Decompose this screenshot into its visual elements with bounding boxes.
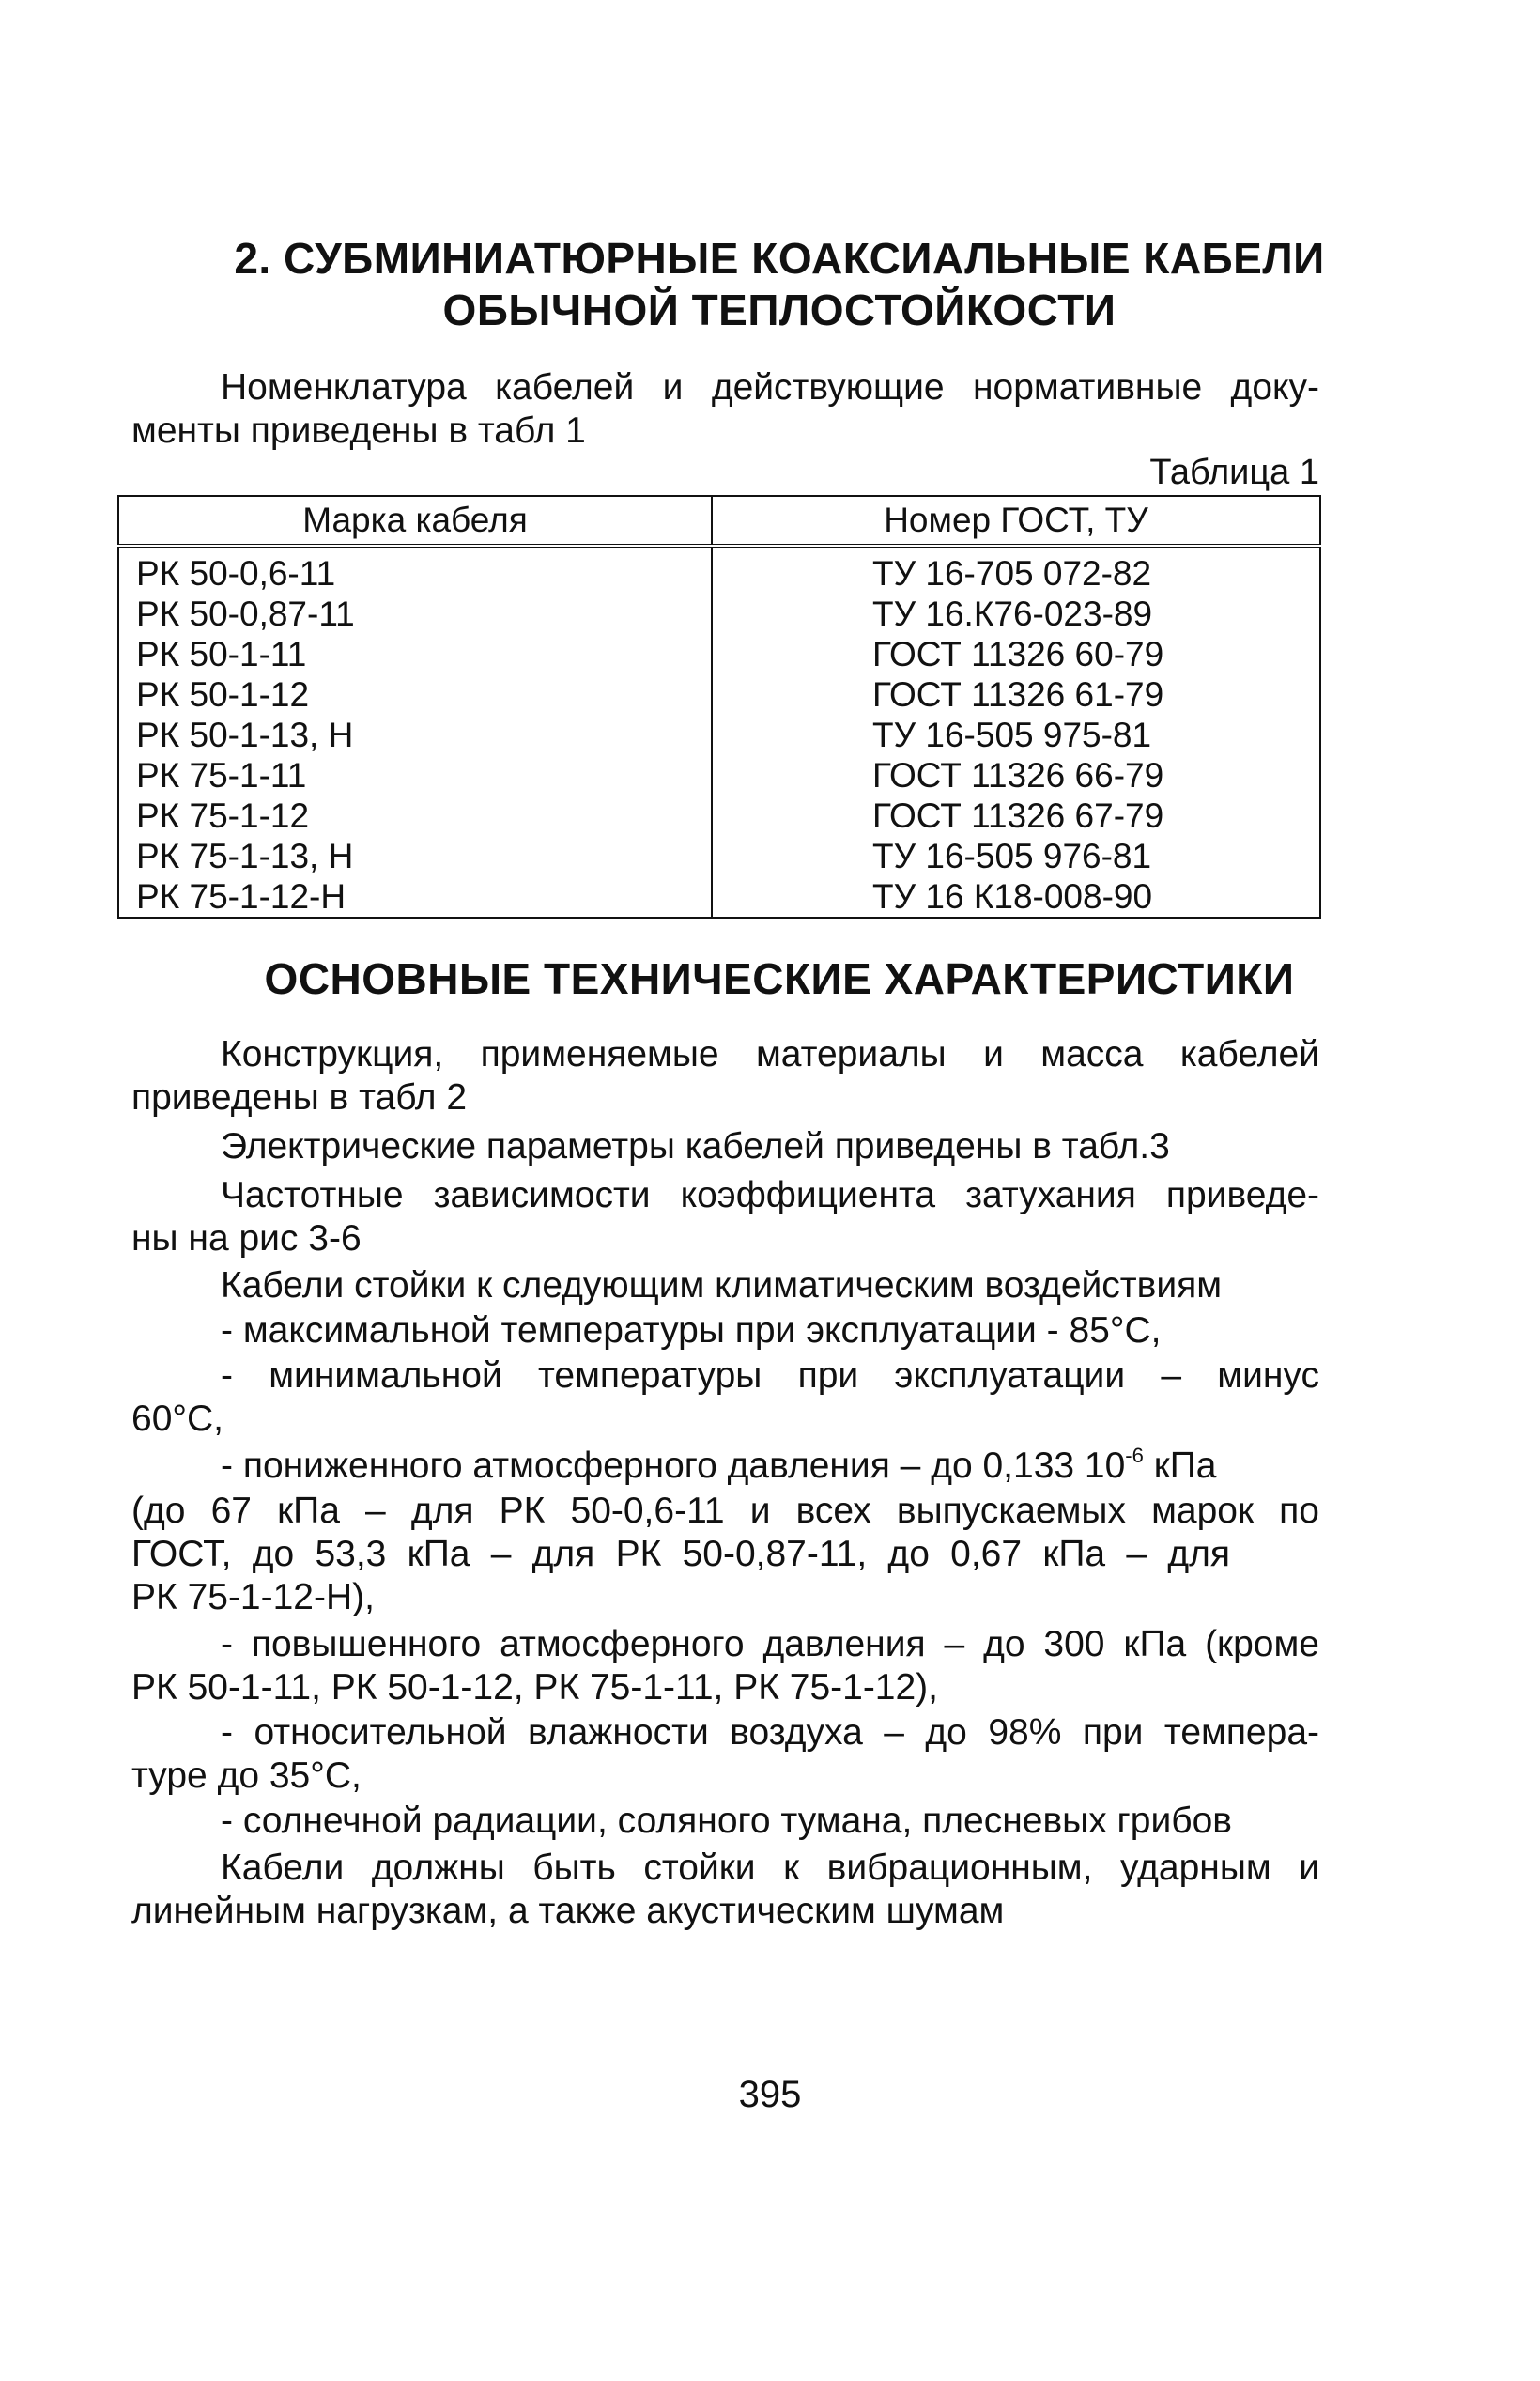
standard-number-cell: ТУ 16.К76-023-89 [712,594,1320,634]
characteristics-title: ОСНОВНЫЕ ТЕХНИЧЕСКИЕ ХАРАКТЕРИСТИКИ [264,954,1295,1003]
section-title-line-2: ОБЫЧНОЙ ТЕПЛОСТОЙКОСТИ [442,286,1116,334]
cable-brand-cell: РК 50-0,6-11 [118,546,712,594]
standard-number-cell: ТУ 16-505 976-81 [712,836,1320,876]
table-row [118,876,1320,918]
table-row [118,546,1320,594]
cable-brand-cell: РК 75-1-11 [118,755,712,796]
cable-brand-cell: РК 50-1-13, Н [118,715,712,755]
paragraph-electrical: Электрические параметры кабелей приведены в табл.3 [221,1126,1170,1167]
bullet-max-temperature: - максимальной температуры при эксплуатации - 85°С, [221,1310,1162,1351]
paragraph-attenuation-line-2: ны на рис 3-6 [131,1218,362,1259]
bullet-low-pressure-line-3: ГОСТ, до 53,3 кПа – для РК 50-0,87-11, до 0,67 кПа – для [131,1534,1230,1574]
standard-number-cell: ГОСТ 11326 66-79 [712,755,1320,796]
bullet-humidity-line-1: - относительной влажности воздуха – до 98% при темпера- [221,1712,1319,1753]
bullet-high-pressure-line-2: РК 50-1-11, РК 50-1-12, РК 75-1-11, РК 75-1-12), [131,1667,939,1708]
paragraph-vibration-line-1: Кабели должны быть стойки к вибрационным, ударным и [221,1848,1319,1888]
bullet-low-pressure-line-1 [221,1445,1216,1488]
paragraph-climatic: Кабели стойки к следующим климатическим воздействиям [221,1265,1223,1306]
column-header-standard-number: Номер ГОСТ, ТУ [712,496,1320,546]
table-row [118,674,1320,715]
table-row [118,594,1320,634]
paragraph-construction-line-2: приведены в табл 2 [131,1077,468,1118]
page-number: 395 [738,2074,802,2115]
table-header-row [118,496,1320,546]
intro-line-1: Номенклатура кабелей и действующие нормативные доку- [221,367,1319,408]
bullet-low-pressure-line-4: РК 75-1-12-Н), [131,1577,375,1617]
cable-brand-cell: РК 50-0,87-11 [118,594,712,634]
cable-brand-cell: РК 75-1-12 [118,796,712,836]
cable-brand-cell: РК 50-1-11 [118,634,712,674]
low-pressure-text: - пониженного атмосферного давления – до 0,133 10 [221,1446,1126,1486]
section-title-line-1: 2. СУБМИНИАТЮРНЫЕ КОАКСИАЛЬНЫЕ КАБЕЛИ [234,234,1325,283]
bullet-high-pressure-line-1: - повышенного атмосферного давления – до 300 кПа (кроме [221,1624,1319,1664]
table-caption: Таблица 1 [1149,453,1319,492]
standard-number-cell: ТУ 16 К18-008-90 [712,876,1320,918]
cable-brand-cell: РК 75-1-12-Н [118,876,712,918]
standard-number-cell: ТУ 16-505 975-81 [712,715,1320,755]
bullet-low-pressure-line-2: (до 67 кПа – для РК 50-0,6-11 и всех выпускаемых марок по [131,1491,1319,1531]
standard-number-cell: ТУ 16-705 072-82 [712,546,1320,594]
standard-number-cell: ГОСТ 11326 60-79 [712,634,1320,674]
cable-brand-cell: РК 50-1-12 [118,674,712,715]
bullet-humidity-line-2: туре до 35°С, [131,1755,362,1796]
paragraph-vibration-line-2: линейным нагрузкам, а также акустическим шумам [131,1891,1005,1931]
low-pressure-unit: кПа [1143,1446,1217,1486]
intro-line-2: менты приведены в табл 1 [131,410,586,451]
table-row [118,836,1320,876]
standard-number-cell: ГОСТ 11326 61-79 [712,674,1320,715]
paragraph-construction-line-1: Конструкция, применяемые материалы и масса кабелей [221,1034,1319,1075]
bullet-min-temperature-line-2: 60°С, [131,1399,223,1439]
bullet-min-temperature-line-1: - минимальной температуры при эксплуатации – минус [221,1355,1319,1396]
table-row [118,634,1320,674]
table-row [118,755,1320,796]
table-row [118,715,1320,755]
cable-nomenclature-table [117,495,1321,919]
table-row [118,796,1320,836]
standard-number-cell: ГОСТ 11326 67-79 [712,796,1320,836]
low-pressure-exponent: -6 [1125,1444,1144,1467]
cable-brand-cell: РК 75-1-13, Н [118,836,712,876]
paragraph-attenuation-line-1: Частотные зависимости коэффициента затухания приведе- [221,1175,1319,1215]
column-header-cable-brand: Марка кабеля [118,496,712,546]
bullet-solar-radiation: - солнечной радиации, соляного тумана, плесневых грибов [221,1801,1232,1841]
